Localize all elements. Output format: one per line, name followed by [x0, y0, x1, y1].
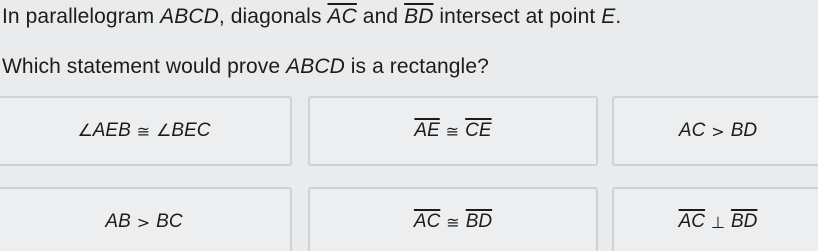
question-text-segment: and [356, 5, 405, 28]
answer-choice-ae-congruent-ce[interactable] [308, 96, 598, 166]
choice-right-term: BC [156, 211, 183, 232]
diagonal-ac: $\overline{AC}$ [327, 5, 357, 28]
angle-symbol: ∠ [156, 121, 172, 141]
answer-choice-angle-aeb-congruent-bec[interactable] [0, 96, 292, 166]
choice-left-term: AB [105, 211, 131, 232]
perpendicular-symbol: ⊥ [711, 212, 725, 232]
choice-right-term: BEC [171, 120, 211, 141]
choice-right-segment: $\overline{BD}$ [730, 211, 758, 232]
question-text-segment: . [615, 5, 622, 28]
congruent-symbol: ≅ [445, 121, 460, 141]
choice-left-term: AEB [92, 120, 131, 141]
choice-left-segment: $\overline{AC}$ [678, 211, 706, 232]
question-text-segment: , diagonals [218, 5, 328, 28]
question-text-line-1 [2, 4, 621, 30]
question-text-segment: Which statement would prove [2, 55, 287, 78]
parallelogram-name: ABCD [160, 5, 219, 28]
answer-choice-ab-greater-than-bc[interactable] [0, 187, 292, 251]
congruent-symbol: ≅ [136, 121, 151, 141]
question-text-segment: In parallelogram [2, 5, 161, 28]
greater-than-symbol: > [711, 121, 725, 141]
choice-left-term: AC [678, 120, 706, 141]
intersection-point: E [601, 5, 616, 28]
choice-right-segment: $\overline{CE}$ [465, 120, 492, 141]
congruent-symbol: ≅ [446, 212, 460, 232]
answer-choice-ac-congruent-bd[interactable] [308, 187, 598, 251]
choice-right-term: BD [730, 120, 758, 141]
question-text-segment: is a rectangle? [344, 55, 489, 78]
greater-than-symbol: > [136, 212, 151, 232]
diagonal-bd: $\overline{BD}$ [404, 5, 434, 28]
question-text-line-2 [2, 54, 489, 80]
answer-choice-ac-perpendicular-bd[interactable] [612, 187, 818, 251]
angle-symbol: ∠ [77, 121, 93, 141]
parallelogram-name: ABCD [286, 55, 345, 78]
choice-left-segment: $\overline{AE}$ [414, 120, 440, 141]
choice-right-segment: $\overline{BD}$ [465, 211, 493, 232]
choice-left-segment: $\overline{AC}$ [413, 211, 441, 232]
answer-choice-ac-greater-than-bd[interactable] [612, 96, 818, 166]
question-text-segment: intersect at point [433, 5, 602, 28]
